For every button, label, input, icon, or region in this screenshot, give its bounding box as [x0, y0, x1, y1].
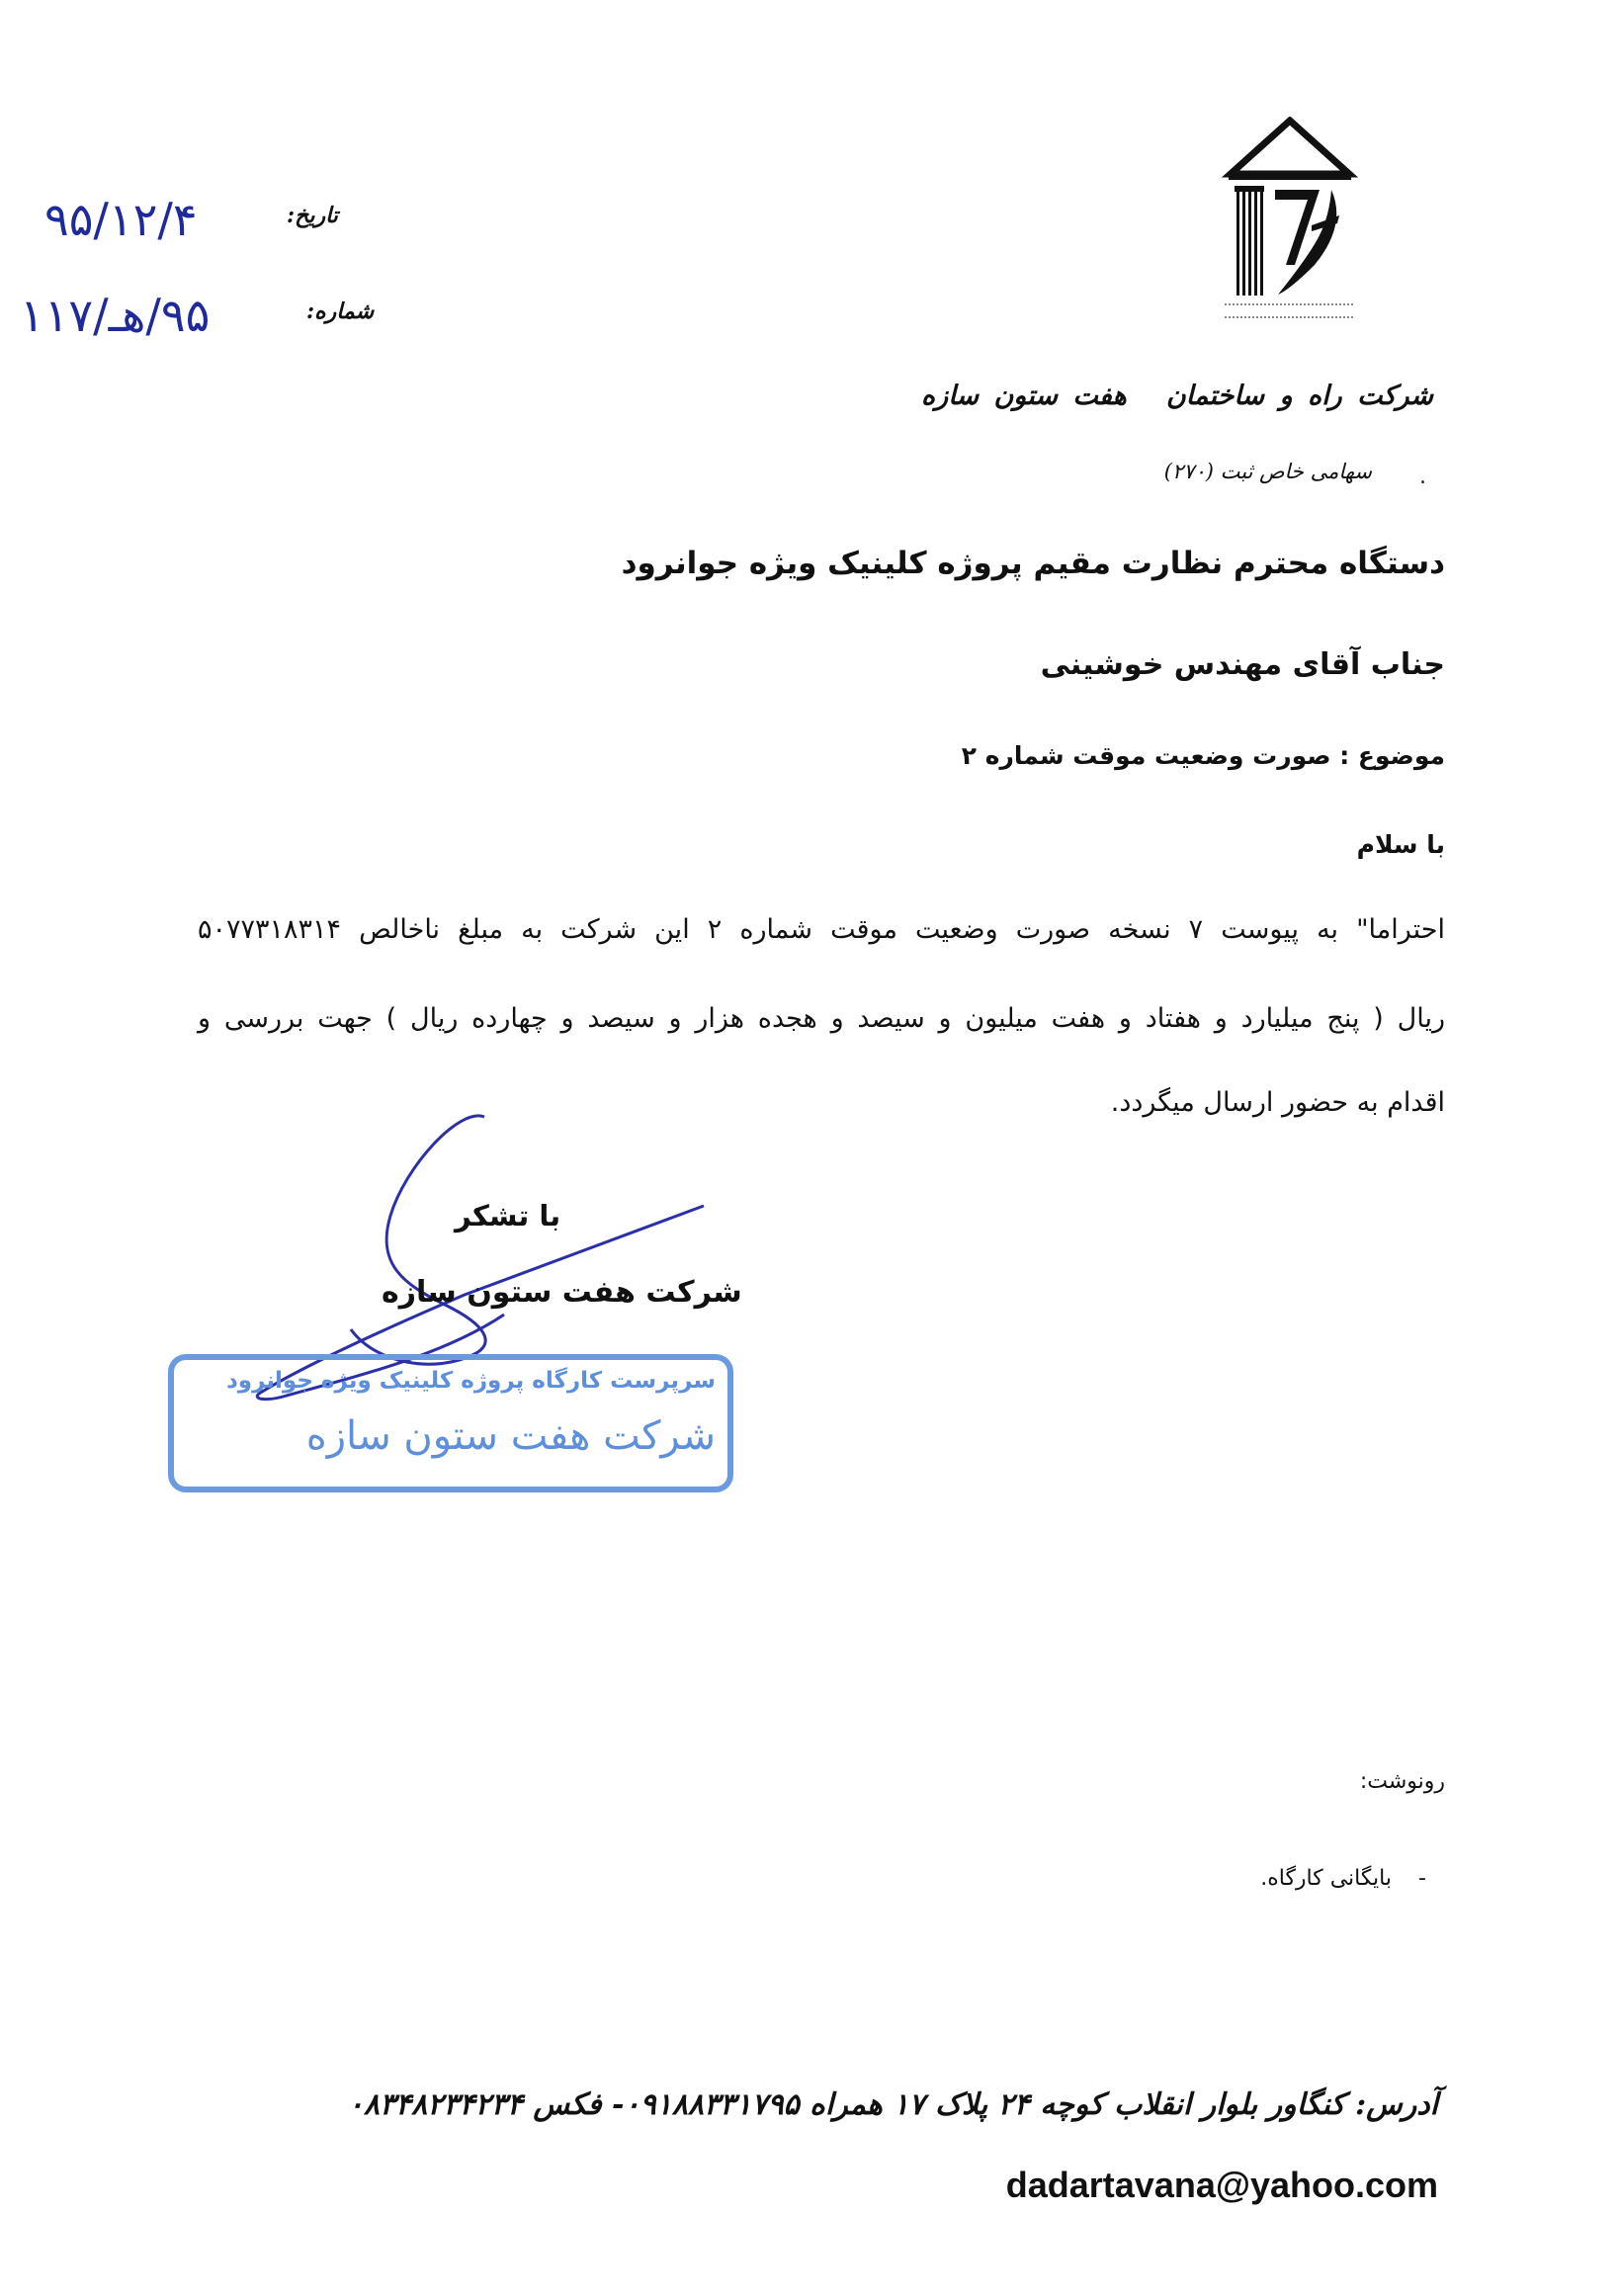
- company-name-part1: شرکت راه و ساختمان: [1165, 381, 1433, 411]
- closing: با تشکر: [455, 1199, 561, 1233]
- cc-dash: -: [1418, 1866, 1426, 1891]
- footer-email: dadartavana@yahoo.com: [1005, 2165, 1438, 2205]
- company-name: [921, 381, 1433, 411]
- company-logo: [1221, 117, 1359, 319]
- body-line: اقدام به حضور ارسال میگردد.: [1110, 1087, 1445, 1118]
- body-line: ریال ( پنج میلیارد و هفتاد و هفت میلیون و سیصد و هجده هزار و سیصد و چهارده ریال ) جهت بررسی و: [198, 1003, 1445, 1034]
- number-label: شماره:: [306, 298, 375, 324]
- body-line: احتراما" به پیوست ۷ نسخه صورت وضعیت موقت شماره ۲ این شرکت به مبلغ ناخالص ۵۰۷۷۳۱۸۳۱۴: [198, 914, 1445, 945]
- recipient-organization: دستگاه محترم نظارت مقیم پروژه کلینیک ویژه جوانرود: [621, 546, 1445, 581]
- company-name-part2: هفت ستون سازه: [921, 381, 1127, 411]
- company-stamp: [168, 1354, 733, 1492]
- footer-address: آدرس: کنگاور بلوار انقلاب کوچه ۲۴ پلاک ۱۷ همراه ۰۹۱۸۸۳۳۱۷۹۵- فکس ۰۸۳۴۸۲۳۴۲۳۴: [347, 2087, 1438, 2122]
- stamp-line1: سرپرست کارگاه پروژه کلینیک ویژه جوانرود: [226, 1368, 716, 1394]
- cc-item: بایگانی کارگاه.: [1260, 1866, 1392, 1891]
- cc-label: رونوشت:: [1359, 1769, 1445, 1794]
- bullet-dot: .: [1419, 465, 1426, 489]
- registration-number: سهامی خاص ثبت (۲۷۰): [1163, 460, 1372, 483]
- number-value: ۹۵/هـ/۱۱۷: [20, 289, 211, 342]
- date-label: تاریخ:: [287, 203, 338, 228]
- date-value: ۹۵/۱۲/۴: [44, 193, 198, 246]
- recipient-person: جناب آقای مهندس خوشینی: [1040, 647, 1445, 682]
- stamp-line2: شرکت هفت ستون سازه: [305, 1413, 716, 1459]
- subject: موضوع : صورت وضعیت موقت شماره ۲: [961, 741, 1445, 770]
- greeting: با سلام: [1356, 830, 1445, 859]
- signature-company: شرکت هفت ستون سازه: [382, 1275, 742, 1310]
